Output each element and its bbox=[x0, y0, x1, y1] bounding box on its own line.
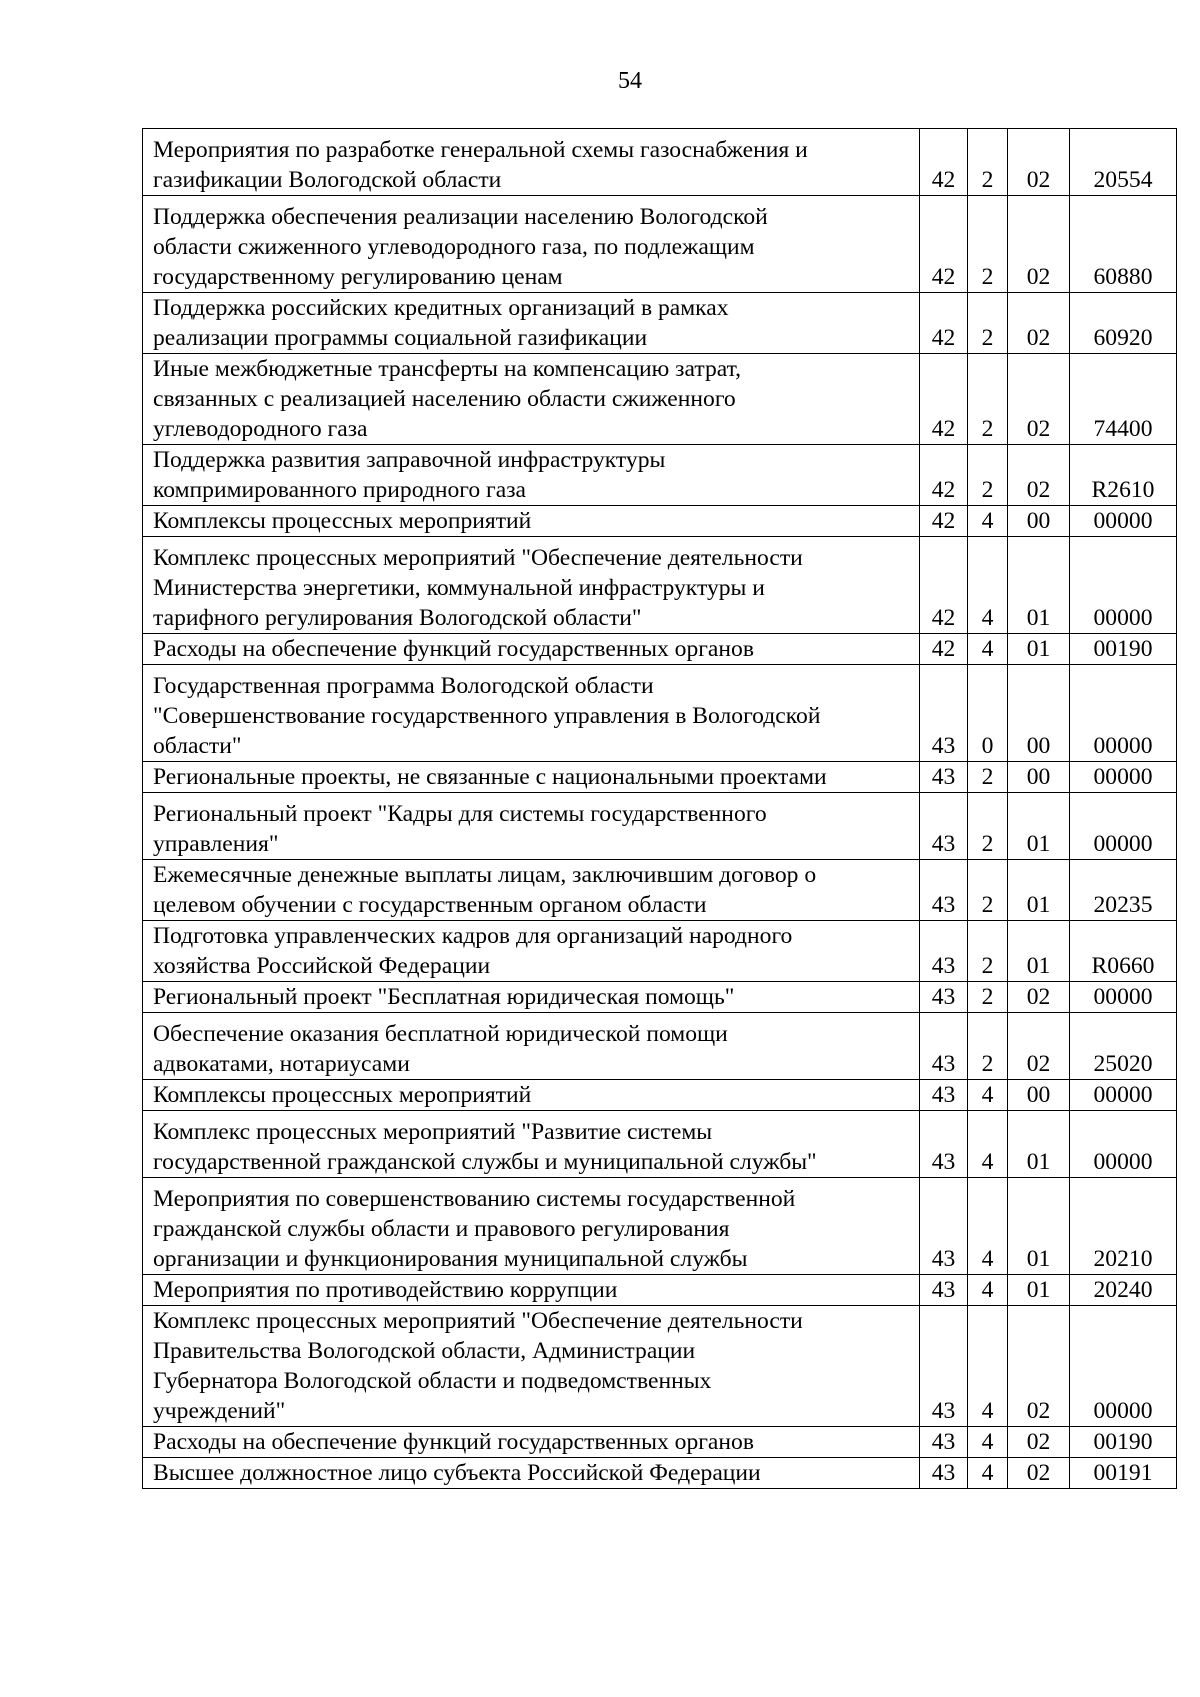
row-name: Поддержка российских кредитных организаций в рамках реализации программы социальной газификации bbox=[143, 293, 920, 354]
row-name: Комплекс процессных мероприятий "Обеспечение деятельности Правительства Вологодской области, Администрации Губернатора Вологодской области и подведомственных учреждений" bbox=[143, 1306, 920, 1427]
direction-code: 00000 bbox=[1070, 982, 1177, 1013]
program-code: 43 bbox=[920, 793, 968, 860]
row-name: Обеспечение оказания бесплатной юридической помощи адвокатами, нотариусами bbox=[143, 1013, 920, 1080]
program-code: 42 bbox=[920, 129, 968, 196]
type-code: 4 bbox=[968, 1275, 1008, 1306]
type-code: 2 bbox=[968, 793, 1008, 860]
type-code: 4 bbox=[968, 1080, 1008, 1111]
direction-code: 60920 bbox=[1070, 293, 1177, 354]
table-row bbox=[143, 1111, 1177, 1178]
type-code: 4 bbox=[968, 1458, 1008, 1489]
type-code: 2 bbox=[968, 354, 1008, 445]
row-name: Иные межбюджетные трансферты на компенсацию затрат, связанных с реализацией населению области сжиженного углеводородного газа bbox=[143, 354, 920, 445]
program-code: 42 bbox=[920, 445, 968, 506]
direction-code: 00000 bbox=[1070, 793, 1177, 860]
table-row bbox=[143, 1458, 1177, 1489]
row-name: Региональные проекты, не связанные с национальными проектами bbox=[143, 762, 920, 793]
program-code: 43 bbox=[920, 982, 968, 1013]
row-name: Комплексы процессных мероприятий bbox=[143, 1080, 920, 1111]
type-code: 4 bbox=[968, 634, 1008, 665]
type-code: 2 bbox=[968, 762, 1008, 793]
row-name: Мероприятия по противодействию коррупции bbox=[143, 1275, 920, 1306]
type-code: 4 bbox=[968, 537, 1008, 634]
budget-classification-table bbox=[142, 128, 1177, 1489]
direction-code: 00000 bbox=[1070, 1111, 1177, 1178]
program-code: 42 bbox=[920, 196, 968, 293]
direction-code: 00000 bbox=[1070, 537, 1177, 634]
program-code: 43 bbox=[920, 1427, 968, 1458]
row-name: Поддержка обеспечения реализации населению Вологодской области сжиженного углеводородного газа, по подлежащим государственному регулированию ценам bbox=[143, 196, 920, 293]
table-row bbox=[143, 537, 1177, 634]
direction-code: 74400 bbox=[1070, 354, 1177, 445]
program-code: 43 bbox=[920, 1275, 968, 1306]
program-code: 42 bbox=[920, 354, 968, 445]
page-number: 54 bbox=[618, 68, 642, 94]
type-code: 4 bbox=[968, 1178, 1008, 1275]
table-row bbox=[143, 1178, 1177, 1275]
program-code: 43 bbox=[920, 921, 968, 982]
table-body bbox=[143, 129, 1177, 1489]
table-row bbox=[143, 762, 1177, 793]
subprogram-code: 01 bbox=[1008, 860, 1070, 921]
table-row bbox=[143, 1080, 1177, 1111]
subprogram-code: 00 bbox=[1008, 506, 1070, 537]
row-name: Поддержка развития заправочной инфраструктуры компримированного природного газа bbox=[143, 445, 920, 506]
row-name: Государственная программа Вологодской области "Совершенствование государственного управления в Вологодской области" bbox=[143, 665, 920, 762]
row-name: Региональный проект "Кадры для системы государственного управления" bbox=[143, 793, 920, 860]
subprogram-code: 01 bbox=[1008, 1178, 1070, 1275]
subprogram-code: 00 bbox=[1008, 762, 1070, 793]
direction-code: 00190 bbox=[1070, 634, 1177, 665]
table-row bbox=[143, 860, 1177, 921]
row-name: Региональный проект "Бесплатная юридическая помощь" bbox=[143, 982, 920, 1013]
subprogram-code: 02 bbox=[1008, 129, 1070, 196]
program-code: 42 bbox=[920, 506, 968, 537]
table-row bbox=[143, 634, 1177, 665]
type-code: 2 bbox=[968, 1013, 1008, 1080]
type-code: 2 bbox=[968, 445, 1008, 506]
table-row bbox=[143, 1275, 1177, 1306]
type-code: 4 bbox=[968, 1306, 1008, 1427]
program-code: 43 bbox=[920, 1178, 968, 1275]
table-row bbox=[143, 982, 1177, 1013]
row-name: Комплексы процессных мероприятий bbox=[143, 506, 920, 537]
subprogram-code: 00 bbox=[1008, 665, 1070, 762]
direction-code: 20554 bbox=[1070, 129, 1177, 196]
program-code: 43 bbox=[920, 1080, 968, 1111]
direction-code: 00000 bbox=[1070, 1080, 1177, 1111]
type-code: 4 bbox=[968, 506, 1008, 537]
row-name: Расходы на обеспечение функций государственных органов bbox=[143, 1427, 920, 1458]
direction-code: 00000 bbox=[1070, 1306, 1177, 1427]
row-name: Мероприятия по совершенствованию системы государственной гражданской службы области и правового регулирования организации и функционирования муниципальной службы bbox=[143, 1178, 920, 1275]
type-code: 0 bbox=[968, 665, 1008, 762]
direction-code: 20240 bbox=[1070, 1275, 1177, 1306]
subprogram-code: 02 bbox=[1008, 445, 1070, 506]
row-name: Ежемесячные денежные выплаты лицам, заключившим договор о целевом обучении с государственным органом области bbox=[143, 860, 920, 921]
subprogram-code: 01 bbox=[1008, 634, 1070, 665]
program-code: 42 bbox=[920, 293, 968, 354]
table-row bbox=[143, 445, 1177, 506]
direction-code: 00000 bbox=[1070, 665, 1177, 762]
program-code: 42 bbox=[920, 537, 968, 634]
program-code: 43 bbox=[920, 1111, 968, 1178]
table-row bbox=[143, 1427, 1177, 1458]
program-code: 43 bbox=[920, 1013, 968, 1080]
subprogram-code: 01 bbox=[1008, 537, 1070, 634]
table-row bbox=[143, 293, 1177, 354]
table-row bbox=[143, 354, 1177, 445]
direction-code: 20235 bbox=[1070, 860, 1177, 921]
direction-code: R2610 bbox=[1070, 445, 1177, 506]
direction-code: 00191 bbox=[1070, 1458, 1177, 1489]
direction-code: 00000 bbox=[1070, 506, 1177, 537]
row-name: Комплекс процессных мероприятий "Развитие системы государственной гражданской службы и муниципальной службы" bbox=[143, 1111, 920, 1178]
type-code: 2 bbox=[968, 196, 1008, 293]
row-name: Подготовка управленческих кадров для организаций народного хозяйства Российской Федерации bbox=[143, 921, 920, 982]
table-row bbox=[143, 506, 1177, 537]
direction-code: 60880 bbox=[1070, 196, 1177, 293]
type-code: 2 bbox=[968, 860, 1008, 921]
table-row bbox=[143, 1306, 1177, 1427]
subprogram-code: 01 bbox=[1008, 1111, 1070, 1178]
type-code: 4 bbox=[968, 1427, 1008, 1458]
row-name: Расходы на обеспечение функций государственных органов bbox=[143, 634, 920, 665]
subprogram-code: 00 bbox=[1008, 1080, 1070, 1111]
table-row bbox=[143, 665, 1177, 762]
subprogram-code: 01 bbox=[1008, 921, 1070, 982]
program-code: 42 bbox=[920, 634, 968, 665]
subprogram-code: 02 bbox=[1008, 1458, 1070, 1489]
program-code: 43 bbox=[920, 1306, 968, 1427]
table-row bbox=[143, 793, 1177, 860]
type-code: 4 bbox=[968, 1111, 1008, 1178]
row-name: Мероприятия по разработке генеральной схемы газоснабжения и газификации Вологодской области bbox=[143, 129, 920, 196]
subprogram-code: 02 bbox=[1008, 982, 1070, 1013]
direction-code: 25020 bbox=[1070, 1013, 1177, 1080]
subprogram-code: 01 bbox=[1008, 793, 1070, 860]
table-row bbox=[143, 1013, 1177, 1080]
program-code: 43 bbox=[920, 1458, 968, 1489]
subprogram-code: 02 bbox=[1008, 293, 1070, 354]
row-name: Высшее должностное лицо субъекта Российской Федерации bbox=[143, 1458, 920, 1489]
row-name: Комплекс процессных мероприятий "Обеспечение деятельности Министерства энергетики, коммунальной инфраструктуры и тарифного регулирования Вологодской области" bbox=[143, 537, 920, 634]
type-code: 2 bbox=[968, 982, 1008, 1013]
program-code: 43 bbox=[920, 665, 968, 762]
direction-code: 20210 bbox=[1070, 1178, 1177, 1275]
type-code: 2 bbox=[968, 129, 1008, 196]
direction-code: 00190 bbox=[1070, 1427, 1177, 1458]
subprogram-code: 02 bbox=[1008, 1306, 1070, 1427]
subprogram-code: 02 bbox=[1008, 354, 1070, 445]
table-row bbox=[143, 196, 1177, 293]
subprogram-code: 01 bbox=[1008, 1275, 1070, 1306]
table-row bbox=[143, 921, 1177, 982]
program-code: 43 bbox=[920, 762, 968, 793]
type-code: 2 bbox=[968, 293, 1008, 354]
subprogram-code: 02 bbox=[1008, 1427, 1070, 1458]
type-code: 2 bbox=[968, 921, 1008, 982]
subprogram-code: 02 bbox=[1008, 1013, 1070, 1080]
direction-code: R0660 bbox=[1070, 921, 1177, 982]
table-row bbox=[143, 129, 1177, 196]
direction-code: 00000 bbox=[1070, 762, 1177, 793]
program-code: 43 bbox=[920, 860, 968, 921]
subprogram-code: 02 bbox=[1008, 196, 1070, 293]
